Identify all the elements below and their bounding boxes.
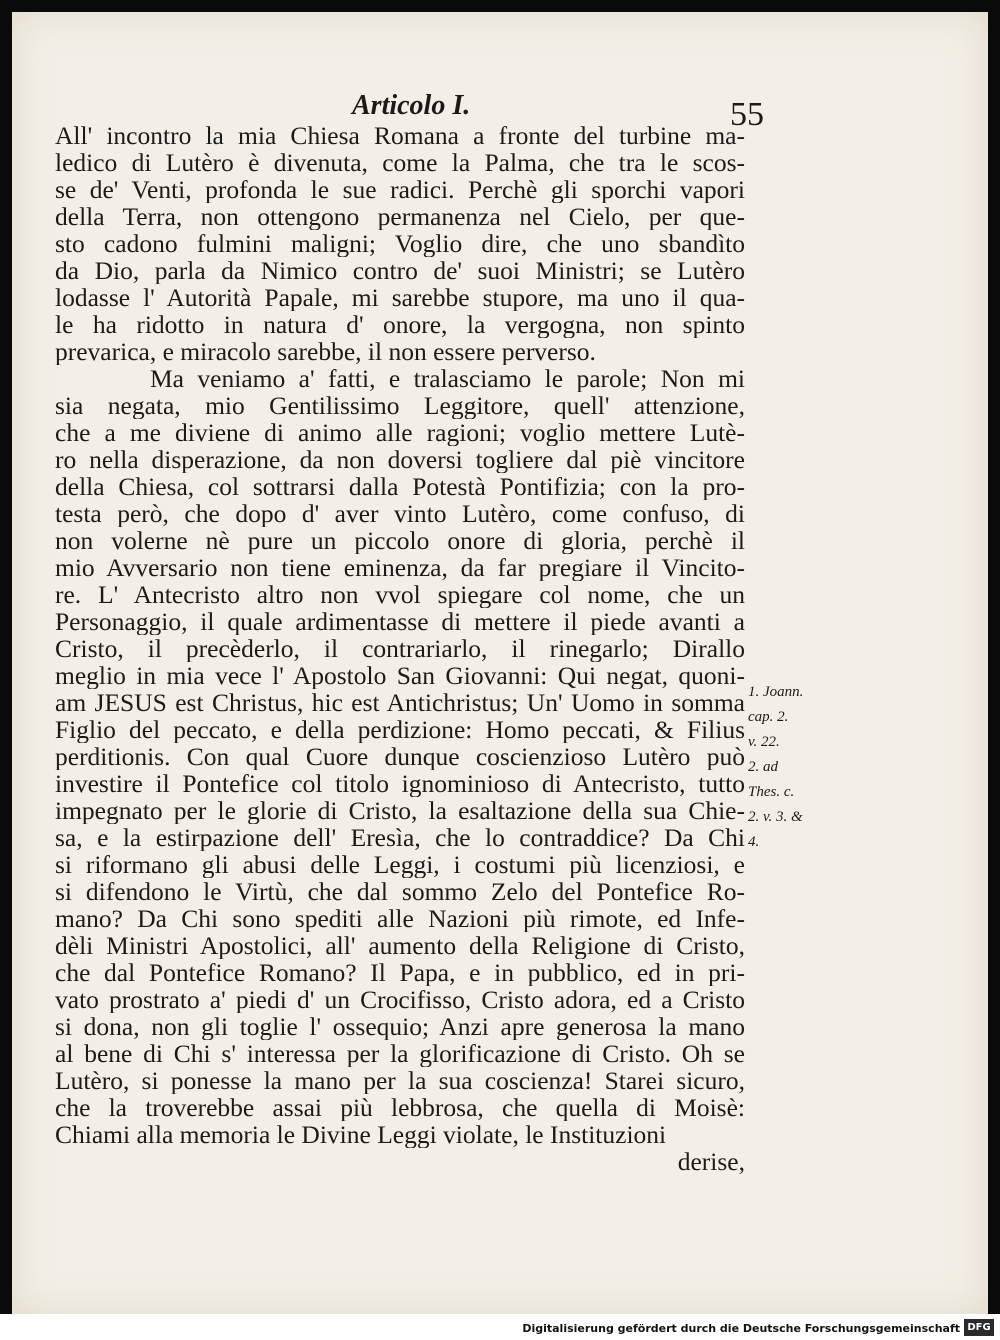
text-line: sia negata, mio Gentilissimo Leggitore, quell' attenzione,	[55, 392, 745, 419]
margin-note: v. 22.	[748, 734, 780, 750]
dfg-logo: DFG	[964, 1319, 994, 1336]
text-line: investire il Pontefice col titolo ignominioso di Antecristo, tutto	[55, 770, 745, 797]
text-line: al bene di Chi s' interessa per la glorificazione di Cristo. Oh se	[55, 1040, 745, 1067]
text-line: mio Avversario non tiene eminenza, da far pregiare il Vincito-	[55, 554, 745, 581]
text-line: si dona, non gli toglie l' ossequio; Anzi apre generosa la mano	[55, 1013, 745, 1040]
footer-credit: Digitalisierung gefördert durch die Deutsche Forschungsgemeinschaft	[522, 1322, 960, 1335]
text-line: Chiami alla memoria le Divine Leggi violate, le Instituzioni	[55, 1121, 667, 1148]
text-line: si riformano gli abusi delle Leggi, i costumi più licenziosi, e	[55, 851, 745, 878]
text-line: lodasse l' Autorità Papale, mi sarebbe stupore, ma uno il qua-	[55, 284, 745, 311]
text-line: mano? Da Chi sono spediti alle Nazioni più rimote, ed Infe-	[55, 905, 745, 932]
margin-note: 2. v. 3. &	[748, 809, 803, 825]
text-line: se de' Venti, profonda le sue radici. Perchè gli sporchi vapori	[55, 176, 745, 203]
margin-notes	[748, 680, 848, 855]
text-line: che la troverebbe assai più lebbrosa, che quella di Moisè:	[55, 1094, 745, 1121]
running-head: Articolo I.	[352, 90, 471, 121]
text-line: sto cadono fulmini maligni; Voglio dire, che uno sbandìto	[55, 230, 745, 257]
text-line: am JESUS est Christus, hic est Antichristus; Un' Uomo in somma	[55, 689, 745, 716]
margin-note: 2. ad	[748, 759, 778, 775]
text-line: della Chiesa, col sottrarsi dalla Potestà Pontifizia; con la pro-	[55, 473, 745, 500]
page-number: 55	[730, 96, 764, 133]
text-line: Figlio del peccato, e della perdizione: Homo peccati, & Filius	[55, 716, 745, 743]
text-line: ledico di Lutèro è divenuta, come la Palma, che tra le scos-	[55, 149, 745, 176]
text-line: che dal Pontefice Romano? Il Papa, e in pubblico, ed in pri-	[55, 959, 745, 986]
text-line: re. L' Antecristo altro non vvol spiegare col nome, che un	[55, 581, 745, 608]
text-line: sa, e la estirpazione dell' Eresìa, che lo contraddice? Da Chi	[55, 824, 745, 851]
margin-note: 1. Joann.	[748, 684, 804, 700]
text-line: da Dio, parla da Nimico contro de' suoi Ministri; se Lutèro	[55, 257, 745, 284]
margin-note: cap. 2.	[748, 709, 789, 725]
text-line: si difendono le Virtù, che dal sommo Zelo del Pontefice Ro-	[55, 878, 745, 905]
text-line: perditionis. Con qual Cuore dunque coscienzioso Lutèro può	[55, 743, 745, 770]
text-line: che a me diviene di animo alle ragioni; voglio mettere Lutè-	[55, 419, 745, 446]
text-line: dèli Ministri Apostolici, all' aumento della Religione di Cristo,	[55, 932, 745, 959]
text-line: derise,	[677, 1148, 745, 1175]
text-line: Lutèro, si ponesse la mano per la sua coscienza! Starei sicuro,	[55, 1067, 745, 1094]
text-line: meglio in mia vece l' Apostolo San Giovanni: Qui negat, quoni-	[55, 662, 745, 689]
text-line: vato prostrato a' piedi d' un Crocifisso, Cristo adora, ed a Cristo	[55, 986, 745, 1013]
text-line: non volerne nè pure un piccolo onore di gloria, perchè il	[55, 527, 745, 554]
text-line: le ha ridotto in natura d' onore, la vergogna, non spinto	[55, 311, 745, 338]
text-line: testa però, che dopo d' aver vinto Lutèro, come confuso, di	[55, 500, 745, 527]
text-line: Personaggio, il quale ardimentasse di mettere il piede avanti a	[55, 608, 745, 635]
main-text-block	[55, 122, 745, 1175]
text-line: ro nella disperazione, da non doversi togliere dal piè vincitore	[55, 446, 745, 473]
text-line: della Terra, non ottengono permanenza nel Cielo, per que-	[55, 203, 745, 230]
text-line: prevarica, e miracolo sarebbe, il non essere perverso.	[55, 338, 596, 365]
text-line: Cristo, il precèderlo, il contrariarlo, il rinegarlo; Dirallo	[55, 635, 745, 662]
margin-note: Thes. c.	[748, 784, 795, 800]
text-line: Ma veniamo a' fatti, e tralasciamo le parole; Non mi	[150, 365, 745, 392]
margin-note: 4.	[748, 834, 760, 850]
text-line: All' incontro la mia Chiesa Romana a fronte del turbine ma-	[55, 122, 745, 149]
text-line: impegnato per le glorie di Cristo, la esaltazione della sua Chie-	[55, 797, 745, 824]
